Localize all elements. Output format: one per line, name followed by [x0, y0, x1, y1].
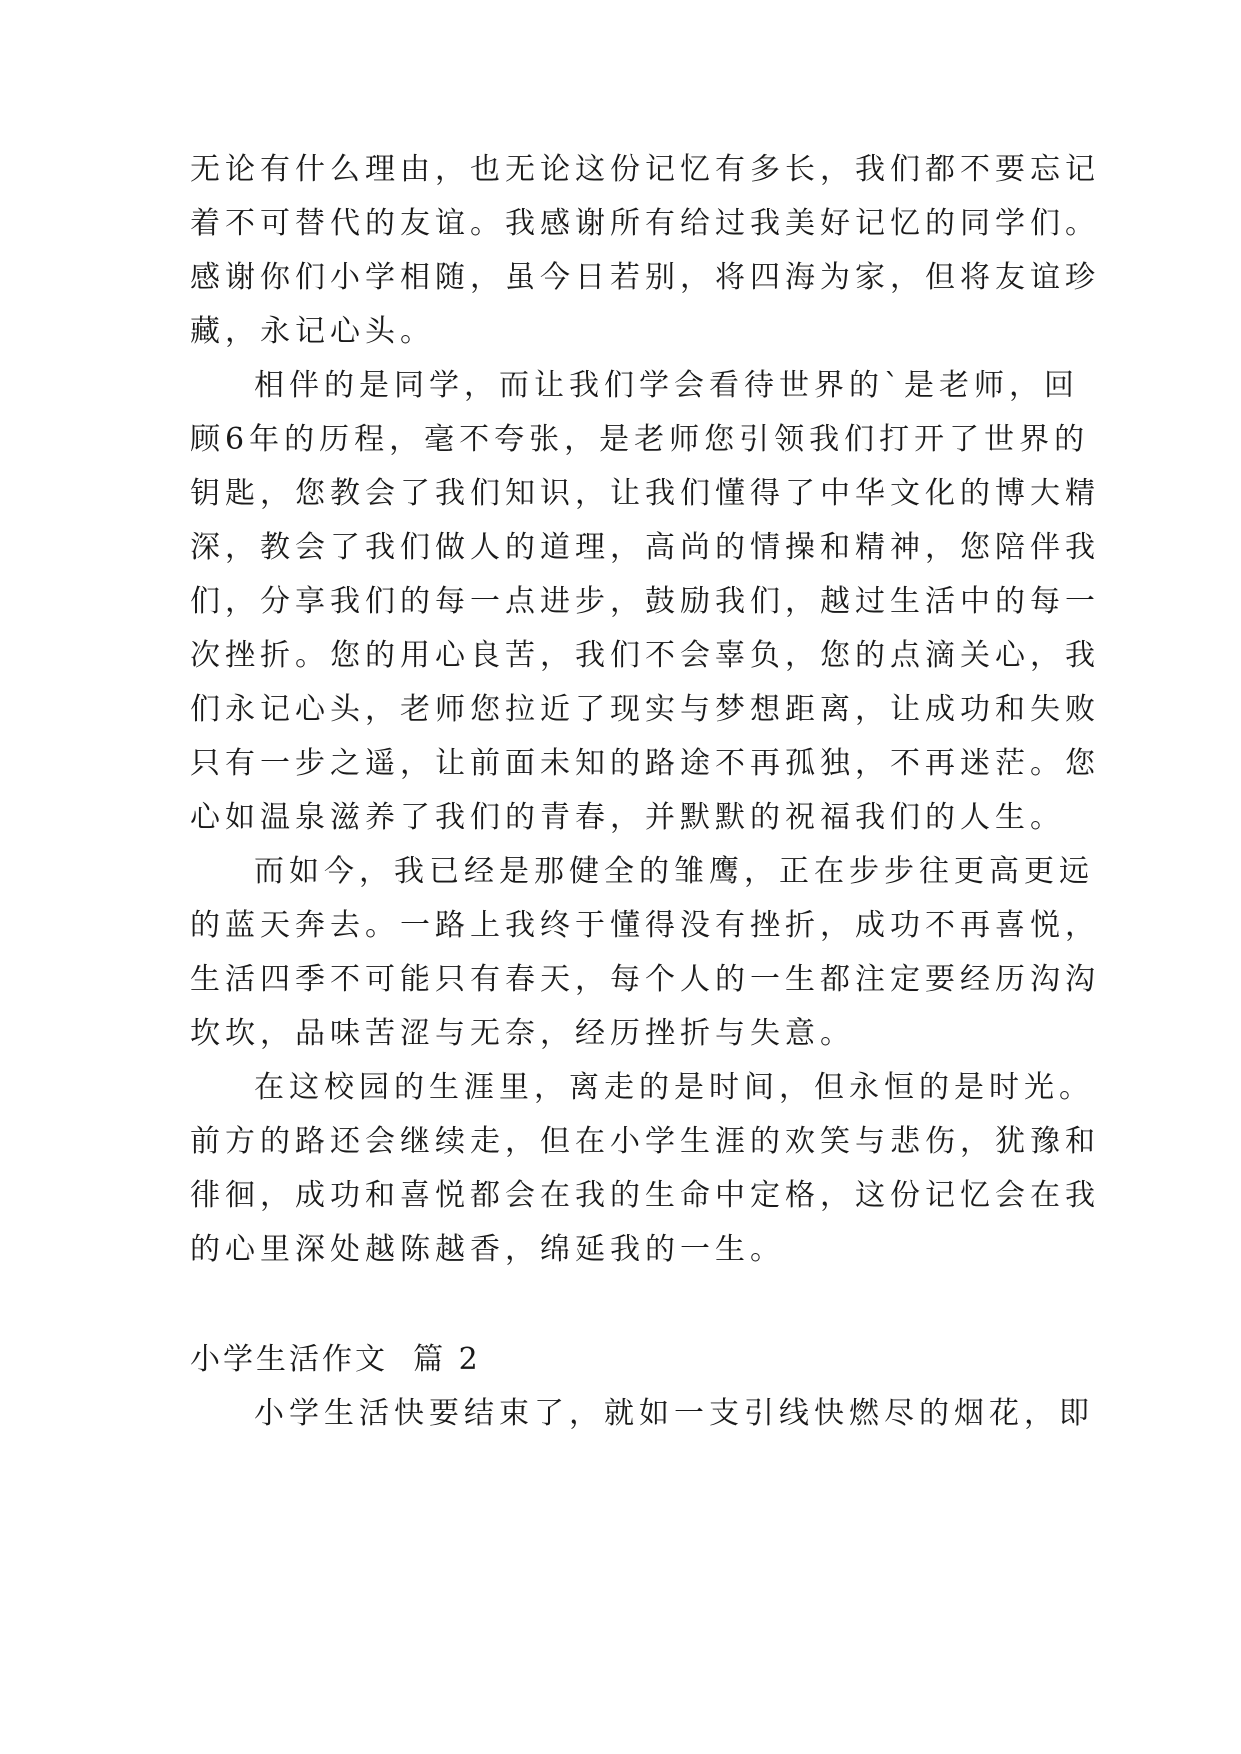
- paragraph-3-line-4: 坎坎，品味苦涩与无奈，经历挫折与失意。: [190, 1016, 855, 1051]
- paragraph-2-line-5: 们，分享我们的每一点进步，鼓励我们，越过生活中的每一: [190, 584, 1100, 619]
- paragraph-5-line-1: 小学生活快要结束了，就如一支引线快燃尽的烟花，即: [254, 1396, 1094, 1431]
- paragraph-4-line-1: 在这校园的生涯里，离走的是时间，但永恒的是时光。: [254, 1070, 1094, 1105]
- paragraph-2-line-4: 深，教会了我们做人的道理，高尚的情操和精神，您陪伴我: [190, 530, 1100, 565]
- paragraph-3-line-1: 而如今，我已经是那健全的雏鹰，正在步步往更高更远: [254, 854, 1094, 889]
- paragraph-1-line-2: 着不可替代的友谊。我感谢所有给过我美好记忆的同学们。: [190, 206, 1100, 241]
- paragraph-2-line-6: 次挫折。您的用心良苦，我们不会辜负，您的点滴关心，我: [190, 638, 1100, 673]
- paragraph-2-line-8: 只有一步之遥，让前面未知的路途不再孤独，不再迷茫。您: [190, 746, 1100, 781]
- paragraph-2-line-2: 顾6年的历程，毫不夸张，是老师您引领我们打开了世界的: [190, 422, 1090, 457]
- paragraph-3-line-2: 的蓝天奔去。一路上我终于懂得没有挫折，成功不再喜悦，: [190, 908, 1100, 943]
- paragraph-4-line-4: 的心里深处越陈越香，绵延我的一生。: [190, 1232, 785, 1267]
- paragraph-2-line-1: 相伴的是同学，而让我们学会看待世界的`是老师，回: [254, 368, 1079, 403]
- paragraph-2-line-7: 们永记心头，老师您拉近了现实与梦想距离，让成功和失败: [190, 692, 1100, 727]
- paragraph-1-line-3: 感谢你们小学相随，虽今日若别，将四海为家，但将友谊珍: [190, 260, 1100, 295]
- paragraph-1-line-4: 藏，永记心头。: [190, 314, 435, 349]
- section-heading: 小学生活作文 篇 2: [190, 1342, 481, 1377]
- paragraph-2-line-9: 心如温泉滋养了我们的青春，并默默的祝福我们的人生。: [190, 800, 1065, 835]
- paragraph-1-line-1: 无论有什么理由，也无论这份记忆有多长，我们都不要忘记: [190, 152, 1100, 187]
- paragraph-4-line-3: 徘徊，成功和喜悦都会在我的生命中定格，这份记忆会在我: [190, 1178, 1100, 1213]
- paragraph-4-line-2: 前方的路还会继续走，但在小学生涯的欢笑与悲伤，犹豫和: [190, 1124, 1100, 1159]
- paragraph-3-line-3: 生活四季不可能只有春天，每个人的一生都注定要经历沟沟: [190, 962, 1100, 997]
- paragraph-2-line-3: 钥匙，您教会了我们知识，让我们懂得了中华文化的博大精: [190, 476, 1100, 511]
